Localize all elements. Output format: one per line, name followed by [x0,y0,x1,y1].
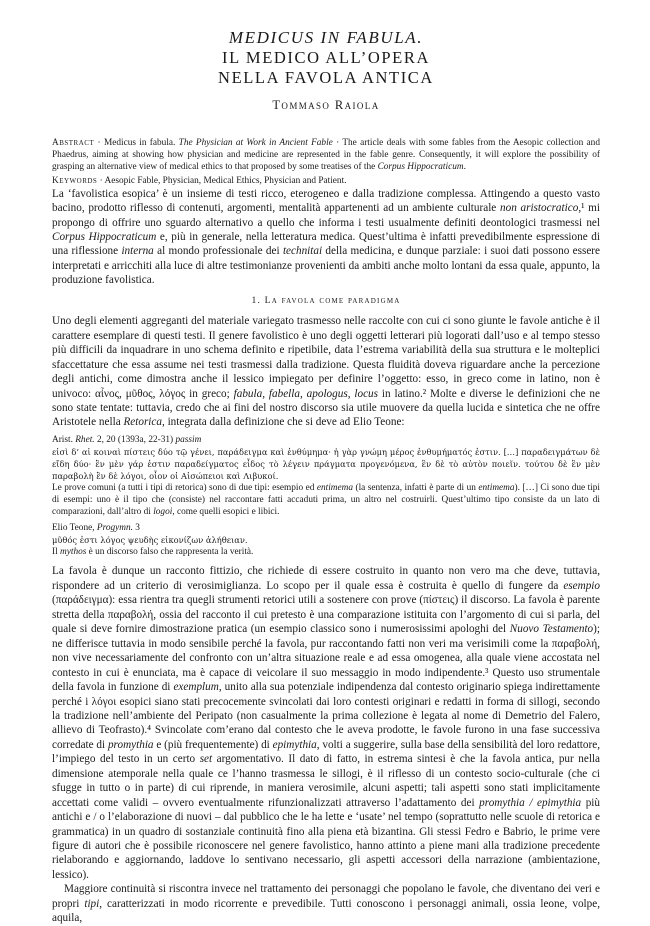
greek-text: μῦθός ἐστι λόγος ψευδὴς εἰκονίζων ἀλήθειαν. [52,535,248,546]
keywords-label: Keywords [52,175,98,186]
abstract-text: · Medicus in fabula. [94,138,179,148]
quote-source: Arist. Rhet. 2, 20 (1393a, 22-31) passim [52,434,202,445]
aristotle-quote [52,434,600,559]
article-title-line-1: MEDICUS IN FABULA. [228,28,424,47]
greek-text: εἰσὶ δ’ αἱ κοιναὶ πίστεις δύο τῷ γένει, παράδειγμα καὶ ἐνθύμημα· ἡ γὰρ γνώμη μέρος ἐνθυμήματός ἐστιν. […] παραδειγμάτων δὲ εἴδη δύο· ἓν μὲν γάρ ἐστιν παραδείγματος εἶδος τὸ λέγειν πράγματα προγενόμενα, ἓν δὲ τὸ αὐτὸν ποιεῖν. τούτου δὲ ἓν μὲν παραβολὴ ἓν δὲ λόγοι, οἷον οἱ Αἰσώπειοι καὶ Λιβυκοί. [52,446,600,481]
quote-translation: Le prove comuni (a tutti i tipi di retorica) sono di due tipi: esempio ed entimema (la sentenza, infatti è parte di un entimema). […] Ci sono due tipi di esempi: uno è il tipo che (consiste) nel raccontare fatti accaduti prima, un altro nel costruirli. Quest’ultimo tipo consiste da un lato di comparazioni, dall’altro di logoi, come quelli esopici e libici. [52,482,600,518]
article-body [52,187,600,926]
quote-source: Elio Teone, Progymn. 3 [52,523,140,534]
title-block [52,0,600,113]
abstract-english-title: The Physician at Work in Ancient Fable [178,138,333,148]
keywords-text: · Aesopic Fable, Physician, Medical Ethics, Physician and Patient. [97,175,347,186]
body-paragraph: Maggiore continuità si riscontra invece nel trattamento dei personaggi che popolano le favole, che diventano dei veri e propri tipi, caratterizzati in modo ricorrente e prevedibile. Tutti conoscono i personaggi animali, ossia leone, volpe, aquila, [52,883,600,925]
author-name: Tommaso Raiola [272,98,380,112]
keywords [52,175,600,187]
section-paragraph: Uno degli elementi aggreganti del materiale variegato trasmesso nelle raccolte con cui ci sono giunte le favole antiche è il carattere esemplare di questi testi. Il genere favolistico è uno degli oggetti letterari più logorati dall’uso e al tempo stesso più difficili da inquadrare in uno schema definito e ripetibile, data l’estrema variabilità della sua struttura e le molteplici sfaccettature che essa assume nei testi trasmessi dalla tradizione. Questa fluidità doveva riguardare anche la percezione degli antichi, come dimostra anche il lessico impiegato per definire l’oggetto: esso, in greco come in latino, non è univoco: αἶνος, μῦθος, λόγος in greco; fabula, fabella, apologus, locus in latino.² Molte e diverse le definizioni che ne sono state tentate: tuttavia, credo che ai fini del nostro discorso sia utile muovere da quella lucida e sintetica che ne offre Aristotele nella Retorica, integrata dalla definizione che si deve ad Elio Teone: [52,315,600,429]
article-title-line-2: IL MEDICO ALL’OPERA [222,48,430,67]
abstract-corpus-title: Corpus Hippocraticum [377,162,464,173]
abstract [52,137,600,174]
intro-paragraph: La ‘favolistica esopica’ è un insieme di testi ricco, eterogeneo e dalla tradizione complessa. Attingendo a questo vasto bacino, prodotto riflesso di contenuti, argomenti, mentalità appartenenti ad un ambiente culturale non aristocratico,¹ mi propongo di offrire uno sguardo alternativo a quello che informa i testi usualmente definiti deontologici trasmessi nel Corpus Hippocraticum e, più in generale, nella letteratura medica. Quest’ultima è infatti prevedibilmente espressione di una riflessione interna al mondo professionale dei technitai della medicina, e dunque parziale: i suoi dati possono essere interpretati e arricchiti alla luce di altre testimonianze provenienti da ambiti anche molto lontani da essa quale, appunto, la produzione favolistica. [52,187,601,287]
article-title-line-3: NELLA FAVOLA ANTICA [218,68,434,87]
body-paragraph: La favola è dunque un racconto fittizio, che richiede di essere costruito in quanto non vero ma che deve, tuttavia, rispondere ad un criterio di verosimiglianza. Lo scopo per il quale essa è costruita è quello di fungere da esempio (παράδειγμα): essa rientra tra quegli strumenti retorici utili a sostenere con prove (πίστεις) il discorso. La favola è parente stretta della παραβολή, ossia del racconto il cui pretesto è una comparazione istituita con l’argomento di cui si parla, del quale si deve fornire dimostrazione pratica (un esempio classico sono i numerosissimi apologhi del Nuovo Testamento); ne differisce tuttavia in modo sensibile perché la favola, pur raccontando fatti non veri ma verisimili come la παραβολή, non vive necessariamente del confronto con un’altra situazione reale e ad essa omogenea, alla quale viene accostata nel contesto in cui è enunciata, ma è capace di veicolare il suo messaggio in modo indipendente.³ Questo uso strumentale della favola in funzione di exemplum, unito alla sua potenziale indipendenza dal contesto originario spiega indirettamente perché i λόγοι esopici siano stati precocemente svincolati dai loro contesti originari e redatti in forma di sillogi, secondo la tradizione nell’ambiente del Peripato (non casualmente la prima collezione è legata al nome di Demetrio del Falero, allievo di Teofrasto).⁴ Svincolate com’erano dal contesto che le aveva prodotte, le favole furono in una fase successiva corredate di promythia e (più frequentemente) di epimythia, volti a suggerire, sulla base della sensibilità del loro redattore, l’impiego del testo in un certo set argomentativo. Il dato di fatto, in estrema sintesi è che la favola antica, pur nella dimensione atemporale nella quale ce l’hanno trasmessa le sillogi, è il riflesso di un contesto socio-culturale (che ci sfugge in tutto o in parte) di cui riprende, in maniera verosimile, alcuni aspetti; tali aspetti sono stati implicitamente accettati come validi – ovvero eventualmente rifunzionalizzati attraverso l’adattamento dei promythia / epimythia più antichi e / o l’elaborazione di nuovi – dal pubblico che le ha lette e ‘usate’ nel tempo (soprattutto nelle scuole di retorica e grammatica) in un quadro di sostanziale continuità fino alla piena età bizantina. Gli stessi Fedro e Babrio, le prime vere figure di autori che è possibile riconoscere nel genere favolistico, hanno attinto a piene mani alla tradizione precedente rielaborando e aggiornando, laddove lo sentivano necessario, gli aspetti accessori della narrazione (ambientazione, lessico). [52,565,601,881]
abstract-text: · The article deals with some fables from the Aesopic collection and Phaedrus, aiming at showing how physician and medicine are represented in the fable genre. Consequently, it will explore the possibility of grasping an alternative view of medical ethics to that proposed by some treatises of the [52,138,600,173]
quote-translation: Il mythos è un discorso falso che rappresenta la verità. [52,547,254,558]
section-heading: 1. La favola come paradigma [251,294,401,306]
abstract-text: . [463,162,466,173]
abstract-label: Abstract [52,138,95,148]
